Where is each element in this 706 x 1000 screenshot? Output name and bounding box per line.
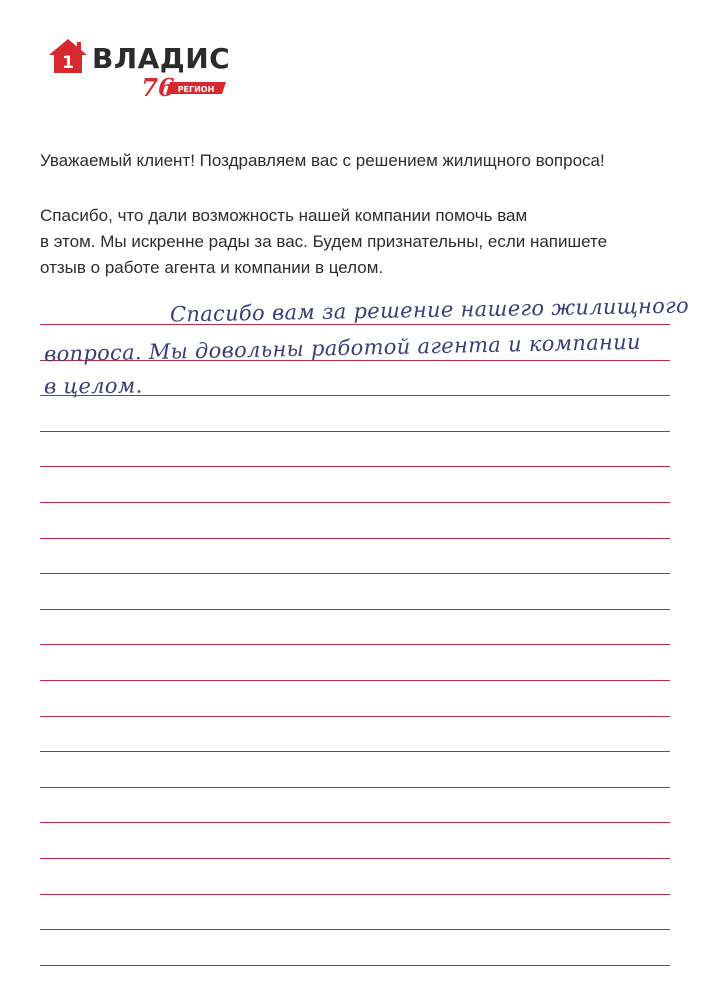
rule-line <box>40 894 670 895</box>
rule-line <box>40 538 670 539</box>
rule-line <box>40 822 670 823</box>
rule-line <box>40 680 670 681</box>
rule-line <box>40 787 670 788</box>
rule-line <box>40 431 670 432</box>
handwritten-line: вопроса. Мы довольны работой агента и компании <box>43 329 642 367</box>
paragraph-line: Спасибо, что дали возможность нашей компании помочь вам <box>40 206 528 225</box>
greeting-text: Уважаемый клиент! Поздравляем вас с решением жилищного вопроса! <box>40 151 605 170</box>
rule-line <box>40 573 670 574</box>
rule-line <box>40 502 670 503</box>
handwritten-line: Спасибо вам за решение нашего жилищного <box>169 293 690 327</box>
rule-line <box>40 324 670 325</box>
rule-line <box>40 858 670 859</box>
rule-line <box>40 644 670 645</box>
rule-line <box>40 466 670 467</box>
paragraph-line: отзыв о работе агента и компании в целом. <box>40 258 384 277</box>
handwritten-line: в целом. <box>43 373 143 399</box>
rule-line <box>40 965 670 966</box>
rule-line <box>40 751 670 752</box>
region-label: РЕГИОН <box>177 85 215 94</box>
rule-line <box>40 716 670 717</box>
logo-badge-number: 1 <box>62 53 74 73</box>
region-number: 76 <box>141 74 175 100</box>
paragraph-line: в этом. Мы искренне рады за вас. Будем признательны, если напишете <box>40 232 608 251</box>
rule-line <box>40 929 670 930</box>
logo-name: ВЛАДИС <box>92 42 231 75</box>
rule-line <box>40 609 670 610</box>
